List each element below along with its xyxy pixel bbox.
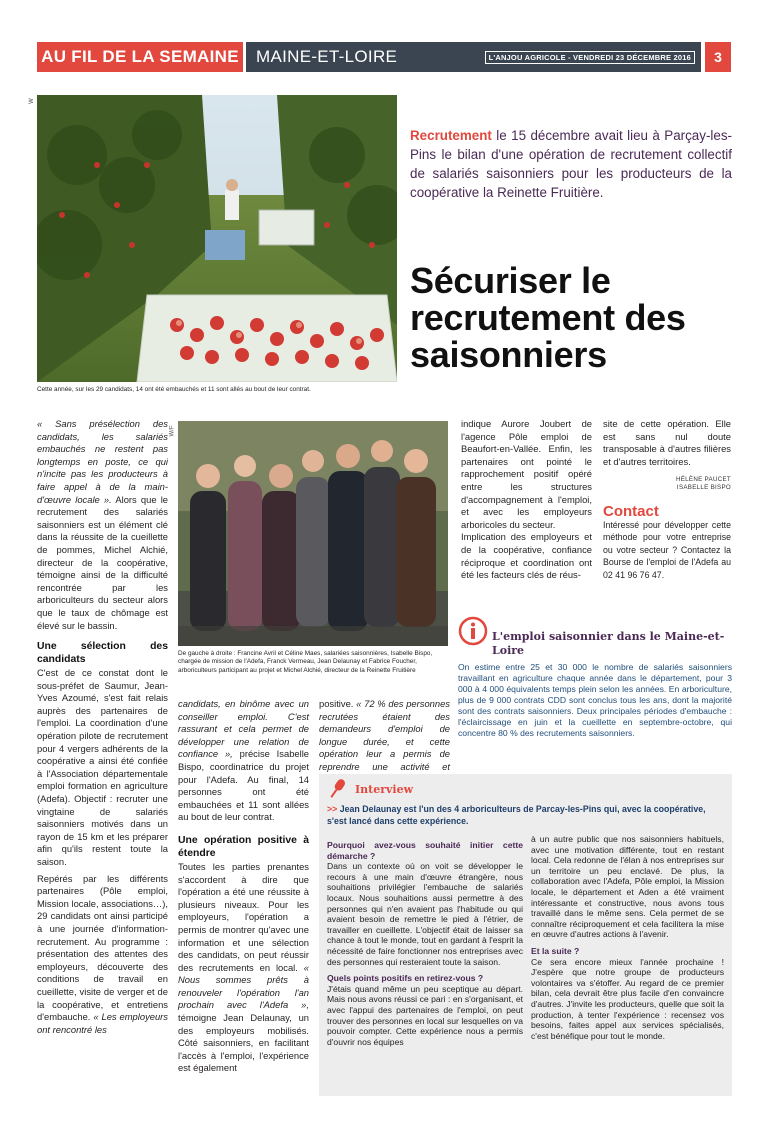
microphone-icon — [323, 776, 351, 802]
orchard-photo — [37, 95, 397, 382]
question-1: Pourquoi avez-vous souhaité initier cette démarche ? — [327, 840, 523, 861]
col2-paragraph-3: témoigne Jean Delaunay, un des employeurs mobilisés. Côté saisonniers, en facilitant l'accès à l'emploi, l'expérience est également — [178, 1012, 309, 1074]
col1-paragraph-2: C'est de ce constat dont le sous-préfet de Saumur, Jean-Yves Azoumé, s'est fait relais auprès des partenaires de l'emploi. La coordination d'une opération pilote de recrutement pour 4 vergers adhérents de la coopérative a ainsi été confiée à l'Association départementale emploi formation en agriculture (Adefa). Objectif : recruter une vingtaine de salariés saisonniers motivés dans un rayon de 15 km et les préparer afin qu'ils restent toute la saison. — [37, 667, 168, 867]
lead-paragraph — [410, 126, 732, 202]
interview-column-2 — [531, 834, 724, 1041]
col4-paragraph-1: site de cette opération. Elle est sans nul doute transposable à d'autres filières et d'autres territoires. — [603, 418, 731, 467]
author-1: HÉLÈNE PAUCET — [675, 476, 731, 484]
col1-quote: « Les employeurs ont rencontré les — [37, 1011, 168, 1035]
info-text: On estime entre 25 et 30 000 le nombre de salariés saisonniers travaillant en agriculture chaque année dans le département, pour 3 000 à 4 000 équivalents temps plein selon les années. En arboriculture, plus de 9 000 contrats CDD sont conclus tous les ans, dont la majorité sont des contrats saisonniers. Deux principales périodes d'embauche : l'éclaircissage en juin et la cueillette en septembre-octobre, qui concentre 80 % des recrutements saisonniers. — [458, 662, 732, 738]
region-banner — [246, 42, 701, 72]
quote-intro: « Sans présélection des candidats, les salariés embauchés ne restent pas longtemps en poste, ce qui n'incite pas les producteurs à faire appel à de la main-d'œuvre locale ». — [37, 418, 168, 505]
interview-intro — [327, 804, 725, 827]
col3-positive: positive. — [319, 698, 354, 709]
intro-text: Jean Delaunay est l'un des 4 arboriculteurs de Parcay-les-Pins qui, avec la coopérative, s'est lancé dans cette expérience. — [327, 804, 706, 826]
headline-line-2: recrutement des — [410, 297, 686, 338]
region-label: MAINE-ET-LOIRE — [256, 47, 398, 66]
subhead-operation: Une opération positive à étendre — [178, 834, 309, 859]
col2-paragraph-1: précise Isabelle Bispo, coordinatrice du projet pour l'Adefa. Au final, 14 personnes ont été embauchées et 11 sont allées au bout de leur contrat. — [178, 748, 309, 823]
photo-credit: W — [28, 98, 35, 104]
intro-arrow: >> — [327, 804, 338, 814]
headline-line-3: saisonniers — [410, 334, 607, 375]
col3-paragraph-1: indique Aurore Joubert de l'agence Pôle emploi de Beaufort-en-Vallée. Enfin, les partenaires ont pointé le rapprochement positif opéré entre les structures d'accompagnement à l'emploi, et avec les employeurs arboricoles du secteur. — [461, 418, 592, 530]
interview-title: Interview — [355, 782, 414, 796]
author-2: ISABELLE BISPO — [676, 484, 731, 492]
group-photo-credit: W/F — [169, 425, 176, 437]
subhead-selection: Une sélection des candidats — [37, 641, 168, 666]
col3-quote: « 72 % des personnes recrutées étaient des demandeurs d'emploi de longue durée, et cette opération leur a permis de reprendre une activité et — [319, 698, 450, 772]
interview-box — [319, 774, 732, 1096]
col2-paragraph-2: Toutes les parties prenantes s'accordent à dire que l'opération a été une réussite à plusieurs niveaux. Pour les employeurs, l'opération a permis de montrer qu'avec une information et une sélection des candidats, on peut réussir des recrutements en local. — [178, 860, 309, 973]
answer-2: J'étais quand même un peu sceptique au départ. Mais nous avons réussi ce pari : en s'organisant, et avec l'appui des partenaires de l'emploi, on peut trouver des personnes en local sur lesquelles on va pouvoir compter. Cette expérience nous a permis d'ouvrir nos équipes — [327, 983, 523, 1047]
group-photo-caption: De gauche à droite : Francine Avril et Céline Maes, salariées saisonnières, Isabelle Bispo, chargée de mission de l'Adefa, Franck Vermeau, Jean Delaunay et Fabrice Foucher, arboriculteurs participant au projet et Michel Alchié, directeur de la Reinette Fruitière — [178, 650, 433, 674]
article-column-1 — [37, 418, 168, 1036]
group-photo — [178, 421, 448, 646]
article-column-3 — [461, 418, 592, 582]
question-2: Quels points positifs en retirez-vous ? — [327, 973, 484, 984]
col3-paragraph-2: Implication des employeurs et de la coopérative, confiance réciproque et coordination ont été les facteurs clés de réus- — [461, 531, 592, 581]
headline-line-1: Sécuriser le — [410, 260, 611, 301]
article-column-3-bottom — [319, 698, 450, 786]
article-column-2 — [178, 698, 309, 1075]
page-number: 3 — [705, 42, 731, 72]
col2-quote: candidats, en binôme avec un conseiller emploi. C'est rassurant et cela permet de développer une relation de confiance », — [178, 698, 309, 760]
info-title: L'emploi saisonnier dans le Maine-et-Loire — [492, 630, 725, 657]
section-banner: AU FIL DE LA SEMAINE — [37, 42, 243, 72]
article-headline — [410, 262, 740, 373]
lead-keyword: Recrutement — [410, 128, 492, 143]
contact-title: Contact — [603, 503, 659, 521]
answer-2-continued: à un autre public que nos saisonniers habituels, avec une motivation différente, tout en restant local. Cela redonne de l'élan à nos entreprises sur un territoire un peu enclavé. De plus, la collaboration avec l'Adefa, Pôle emploi, la Mission locale, le département et Aden a été vraiment intéressante et constructive, nous avons tous travaillé dans le même sens. Cela permet de se connaître réciproquement et cela facilitera la mise en œuvre d'autres actions à l'avenir. — [531, 834, 724, 940]
info-box — [458, 616, 732, 739]
col1-paragraph-3: Repérés par les différents partenaires (Pôle emploi, Mission locale, associations…), 29 candidats ont ainsi participé à une journée d'information-recrutement. Au programme : présentation des attentes des employeurs, découverte des conditions de travail en cueillette, visite de verger et de la coopérative, et entretiens d'embauche. — [37, 872, 168, 1023]
answer-1: Dans un contexte où on voit se développer le recours à une main d'œuvre étrangère, nous souhaitions privilégier l'embauche de salariés locaux. Nous souhaitions aussi permettre à des personnes qui n'en avaient pas l'habitude ou qui avaient besoin de remettre le pied à l'étrier, de travailler en cueillette. L'objectif était de laisser sa chance à tout le monde, tout en gardant à l'esprit la nécessité de faire fonctionner nos entreprises avec des personnes qui resteraient toute la saison. — [327, 861, 523, 967]
answer-3: Ce sera encore mieux l'année prochaine ! J'espère que notre groupe de producteurs volontaires va s'étoffer. Au regard de ce premier bilan, cela devrait être plus facile d'en convaincre d'autres. J'invite les producteurs, quelle que soit la production, à tenter l'expérience : recensez vos besoins, faites appel aux services spécialisés, c'est bénéfique pour tout le monde. — [531, 956, 724, 1041]
contact-text: Intéressé pour développer cette méthode pour votre entreprise ou votre secteur ? Contactez la Bourse de l'emploi de l'Adefa au 02 41 96 76 47. — [603, 519, 731, 580]
issue-label: L'ANJOU AGRICOLE - VENDREDI 23 DÉCEMBRE 2016 — [485, 51, 695, 64]
question-3: Et la suite ? — [531, 945, 580, 956]
interview-column-1 — [327, 834, 523, 1047]
main-photo-caption: Cette année, sur les 29 candidats, 14 ont été embauchés et 11 sont allés au bout de leur contrat. — [37, 386, 311, 393]
info-icon — [458, 616, 488, 646]
col1-paragraph-1: Alors que le recrutement des salariés saisonniers est un élément clé dans la réussite de la cueillette de pommes, Michel Alchié, directeur de la coopérative, témoigne ainsi de la difficulté rencontrée par les arboriculteurs du secteur alors que le taux de chômage est élevé sur le bassin. — [37, 493, 168, 631]
article-column-4 — [603, 418, 731, 581]
col2-quote-2: « Nous sommes prêts à renouveler l'opération l'an prochain avec l'Adefa », — [178, 961, 309, 1011]
lead-text: le 15 décembre avait lieu à Parçay-les-Pins le bilan d'une opération de recrutement collectif de salariés saisonniers pour les producteurs de la coopérative la Reinette Fruitière. — [410, 128, 732, 200]
